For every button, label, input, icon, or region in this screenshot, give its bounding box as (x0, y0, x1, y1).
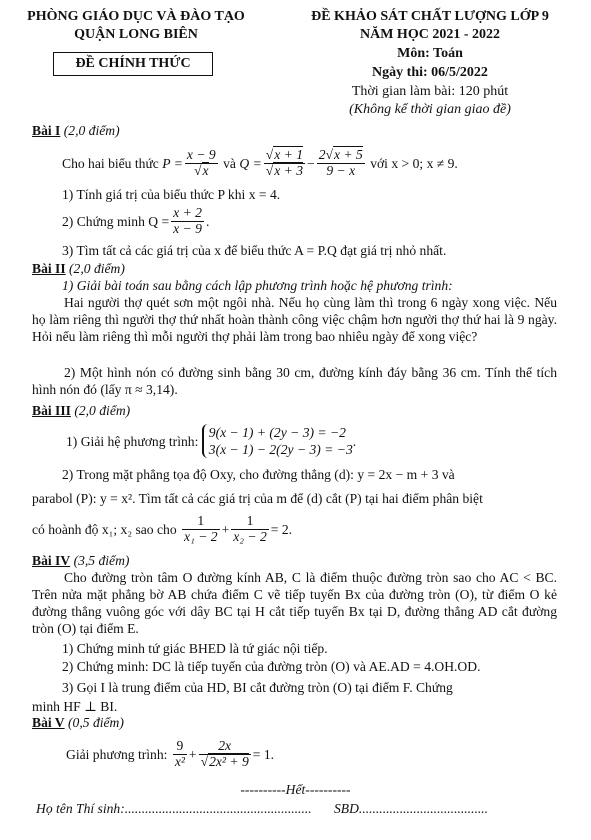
section-1-heading (32, 122, 120, 139)
section-4-q3-line2: minh HF ⊥ BI. (32, 699, 118, 714)
exam-title: ĐỀ KHẢO SÁT CHẤT LƯỢNG LỚP 9 (311, 9, 549, 24)
section-3-points: (2,0 điểm) (74, 403, 131, 418)
section-4-points: (3,5 điểm) (73, 553, 130, 568)
eq-equals: = 1. (252, 746, 275, 762)
condition: với x > 0; x ≠ 9. (370, 155, 458, 171)
p-numerator: x − 9 (186, 146, 216, 162)
section-1-intro (62, 143, 458, 183)
duration: Thời gian làm bài: 120 phút (351, 84, 509, 99)
candidate-number-field: SBD...................................... (334, 801, 489, 816)
section-2-title: Bài II (32, 261, 66, 276)
section-4-q1: 1) Chứng minh tứ giác BHED là tứ giác nội tiếp. (62, 641, 328, 656)
eq-denominator-1: x² (174, 753, 185, 769)
official-exam-box: ĐỀ CHÍNH THỨC (53, 52, 213, 76)
vieta-intro: có hoành độ x₁; x₂ sao cho (32, 521, 177, 537)
and-word: và (223, 155, 236, 171)
section-5-points: (0,5 điểm) (68, 715, 124, 730)
equation-1: 9(x − 1) + (2y − 3) = −2 (208, 425, 346, 440)
section-3-q2-line1: 2) Trong mặt phẳng tọa độ Oxy, cho đường thẳng (d): y = 2x − m + 3 và (62, 467, 455, 482)
section-2-q1-text: Hai người thợ quét sơn một ngôi nhà. Nếu họ cùng làm thì trong 6 ngày xong việc. Nếu họ làm riêng thì người thợ thứ nhất hoàn thành công việc chậm hơn người thợ thứ hai là 9 ngày. Hỏi nếu làm riêng thì mỗi người thợ phải làm trong bao nhiêu ngày để xong việc? (32, 295, 557, 344)
q2-fraction (171, 206, 204, 237)
section-1-q3: 3) Tìm tất cả các giá trị của x để biểu thức A = P.Q đạt giá trị nhỏ nhất. (62, 243, 447, 258)
section-5-heading (32, 714, 124, 731)
eq-denominator-2: √2x² + 9 (200, 753, 249, 769)
eq-plus: + (188, 746, 197, 762)
section-2-q2-text: 2) Một hình nón có đường sinh bằng 30 cm, đường kính đáy bằng 36 cm. Tính thể tích hình nón đó (lấy π ≈ 3,14). (32, 365, 557, 397)
duration-note: (Không kể thời gian giao đề) (349, 102, 511, 117)
eq-fraction-1 (173, 739, 187, 770)
equation-intro: Giải phương trình: (66, 746, 168, 762)
section-3-heading (32, 402, 130, 419)
section-3-q2-line2: parabol (P): y = x². Tìm tất cả các giá trị của m để (d) cắt (P) tại hai điểm phân biệt (32, 491, 483, 506)
candidate-name-field: Họ tên Thí sinh:....................................................... (36, 801, 312, 816)
system-intro: 1) Giải hệ phương trình: (66, 433, 199, 449)
section-4-text: Cho đường tròn tâm O đường kính AB, C là điểm thuộc đường tròn sao cho AC < BC. Trên nửa mặt phẳng bờ AB chứa điểm C vẽ tiếp tuyến Bx của đường tròn (O), từ điểm O kẻ đường thẳng vuông góc với dây BC tại H cắt tiếp tuyến Bx tại D, đường thẳng AD cắt đường tròn (O) tại điểm E. (32, 570, 557, 636)
p-denominator: √x (194, 162, 209, 178)
school-year: NĂM HỌC 2021 - 2022 (360, 27, 500, 42)
district-name: QUẬN LONG BIÊN (74, 27, 198, 42)
section-4-title: Bài IV (32, 553, 71, 568)
vieta-fraction-2 (231, 514, 269, 545)
q-denominator-2: 9 − x (326, 162, 356, 178)
end-mark: ----------Hết---------- (240, 782, 351, 797)
eq-numerator-2: 2x (199, 739, 251, 755)
exam-date: Ngày thi: 06/5/2022 (372, 65, 488, 80)
intro-text: Cho hai biểu thức (62, 155, 159, 171)
q2-text: 2) Chứng minh Q = (62, 213, 170, 229)
section-2-heading (32, 260, 125, 277)
section-5-equation (66, 732, 274, 776)
q-fraction-1 (264, 148, 305, 179)
q-numerator-1: √x + 1 (265, 146, 304, 162)
section-4-heading (32, 552, 129, 569)
equation-2: 3(x − 1) − 2(2y − 3) = −3 (208, 442, 353, 457)
section-1-q2 (62, 203, 209, 239)
section-3-title: Bài III (32, 403, 71, 418)
section-1-title: Bài I (32, 123, 61, 138)
minus-sign: − (307, 155, 315, 171)
q-denominator-1: √x + 3 (265, 162, 304, 178)
system-period: . (352, 433, 357, 449)
vieta-denominator-1: x₁ − 2 (184, 528, 218, 544)
department-name: PHÒNG GIÁO DỤC VÀ ĐÀO TẠO (27, 9, 245, 24)
section-1-q1: 1) Tính giá trị của biểu thức P khi x = 4. (62, 187, 281, 202)
eq-fraction-2 (199, 739, 251, 770)
q2-numerator: x + 2 (173, 204, 202, 220)
eq-numerator-1: 9 (173, 739, 187, 755)
p-fraction (185, 148, 218, 179)
section-4-q3-line1: 3) Gọi I là trung điểm của HD, BI cắt đường tròn (O) tại điểm F. Chứng (62, 680, 453, 695)
section-1-points: (2,0 điểm) (63, 123, 120, 138)
section-3-q2-line3 (32, 509, 292, 549)
section-4-q2: 2) Chứng minh: DC là tiếp tuyến của đường tròn (O) và AE.AD = 4.OH.OD. (62, 659, 481, 674)
q-numerator-2: 2√x + 5 (318, 146, 363, 162)
q2-period: . (205, 213, 210, 229)
vieta-fraction-1 (182, 514, 220, 545)
q2-denominator: x − 9 (173, 220, 202, 236)
equation-system (202, 424, 353, 458)
vieta-equals: = 2. (270, 521, 293, 537)
q-fraction-2 (317, 148, 365, 179)
vieta-numerator-2: 1 (231, 514, 269, 530)
vieta-numerator-1: 1 (182, 514, 220, 530)
section-2-points: (2,0 điểm) (69, 261, 125, 276)
vieta-plus: + (221, 521, 230, 537)
section-2-q1: 1) Giải bài toán sau bằng cách lập phương trình hoặc hệ phương trình: (62, 278, 453, 293)
section-3-q1 (66, 420, 356, 462)
q-label: Q = (239, 155, 262, 171)
subject: Môn: Toán (397, 46, 463, 61)
vieta-denominator-2: x₂ − 2 (233, 528, 267, 544)
section-5-title: Bài V (32, 715, 65, 730)
p-label: P = (162, 155, 183, 171)
